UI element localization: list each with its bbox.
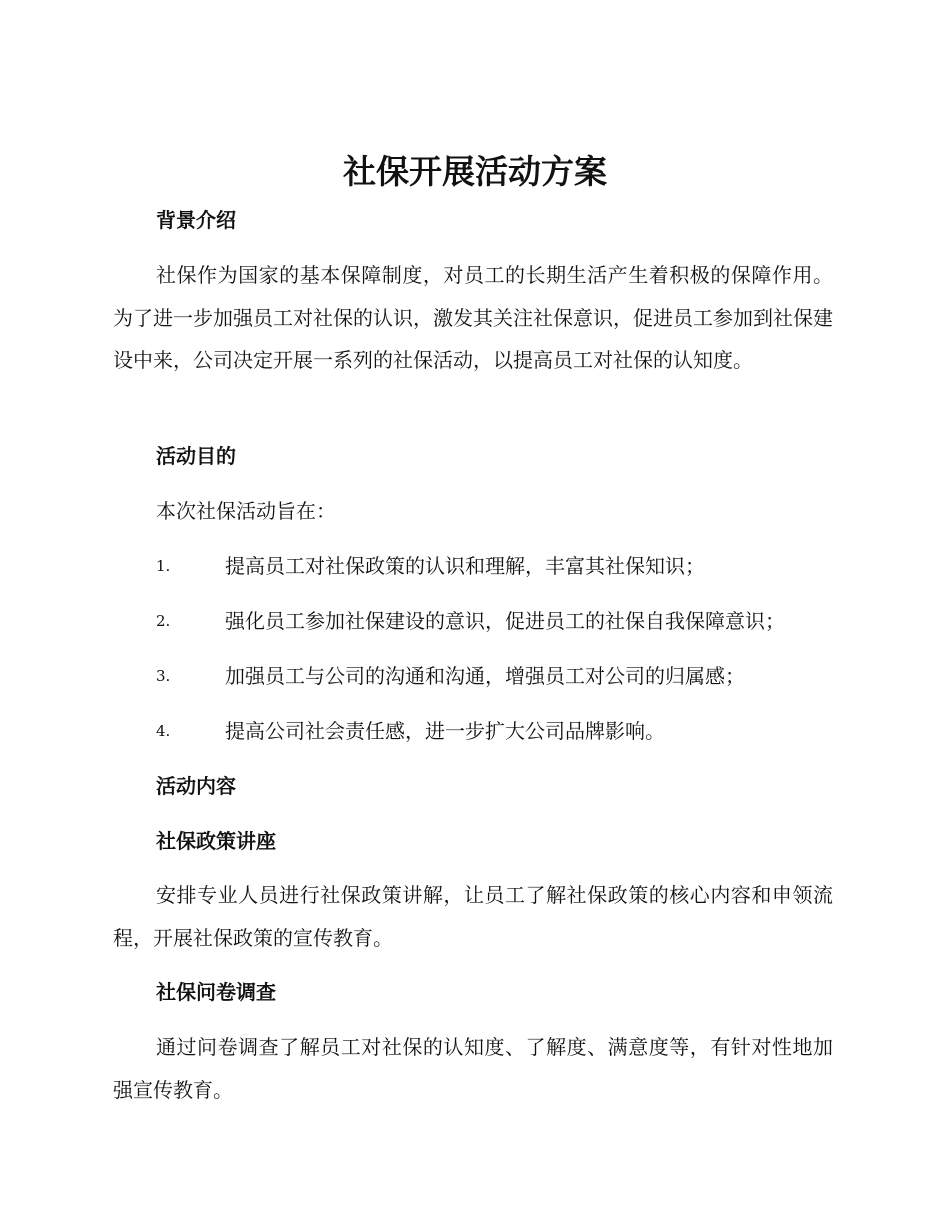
document-title: 社保开展活动方案 xyxy=(343,152,607,191)
list-item-number: 3. xyxy=(156,667,171,685)
section-heading-content: 活动内容 xyxy=(156,774,236,798)
subsection-heading-lecture: 社保政策讲座 xyxy=(156,829,276,853)
list-item-text: 强化员工参加社保建设的意识，促进员工的社保自我保障意识； xyxy=(225,609,785,633)
section-heading-background: 背景介绍 xyxy=(156,208,236,232)
list-item xyxy=(156,661,836,691)
purpose-intro: 本次社保活动旨在： xyxy=(156,499,336,523)
subsection-heading-survey: 社保问卷调查 xyxy=(156,980,276,1004)
background-paragraph: 社保作为国家的基本保障制度，对员工的长期生活产生着积极的保障作用。为了进一步加强员工对社保的认识，激发其关注社保意识，促进员工参加到社保建设中来，公司决定开展一系列的社保活动，以提高员工对社保的认知度。 xyxy=(113,263,833,372)
section-heading-purpose: 活动目的 xyxy=(156,444,236,468)
lecture-paragraph: 安排专业人员进行社保政策讲解，让员工了解社保政策的核心内容和申领流程，开展社保政策的宣传教育。 xyxy=(113,883,833,950)
list-item xyxy=(156,716,836,746)
list-item xyxy=(156,551,836,581)
list-item-number: 2. xyxy=(156,612,171,630)
list-item-number: 4. xyxy=(156,722,171,740)
list-item-number: 1. xyxy=(156,557,171,575)
list-item-text: 提高公司社会责任感，进一步扩大公司品牌影响。 xyxy=(225,719,665,743)
survey-paragraph: 通过问卷调查了解员工对社保的认知度、了解度、满意度等，有针对性地加强宣传教育。 xyxy=(113,1035,833,1102)
list-item-text: 提高员工对社保政策的认识和理解，丰富其社保知识； xyxy=(225,554,705,578)
list-item xyxy=(156,606,836,636)
list-item-text: 加强员工与公司的沟通和沟通，增强员工对公司的归属感； xyxy=(225,664,745,688)
